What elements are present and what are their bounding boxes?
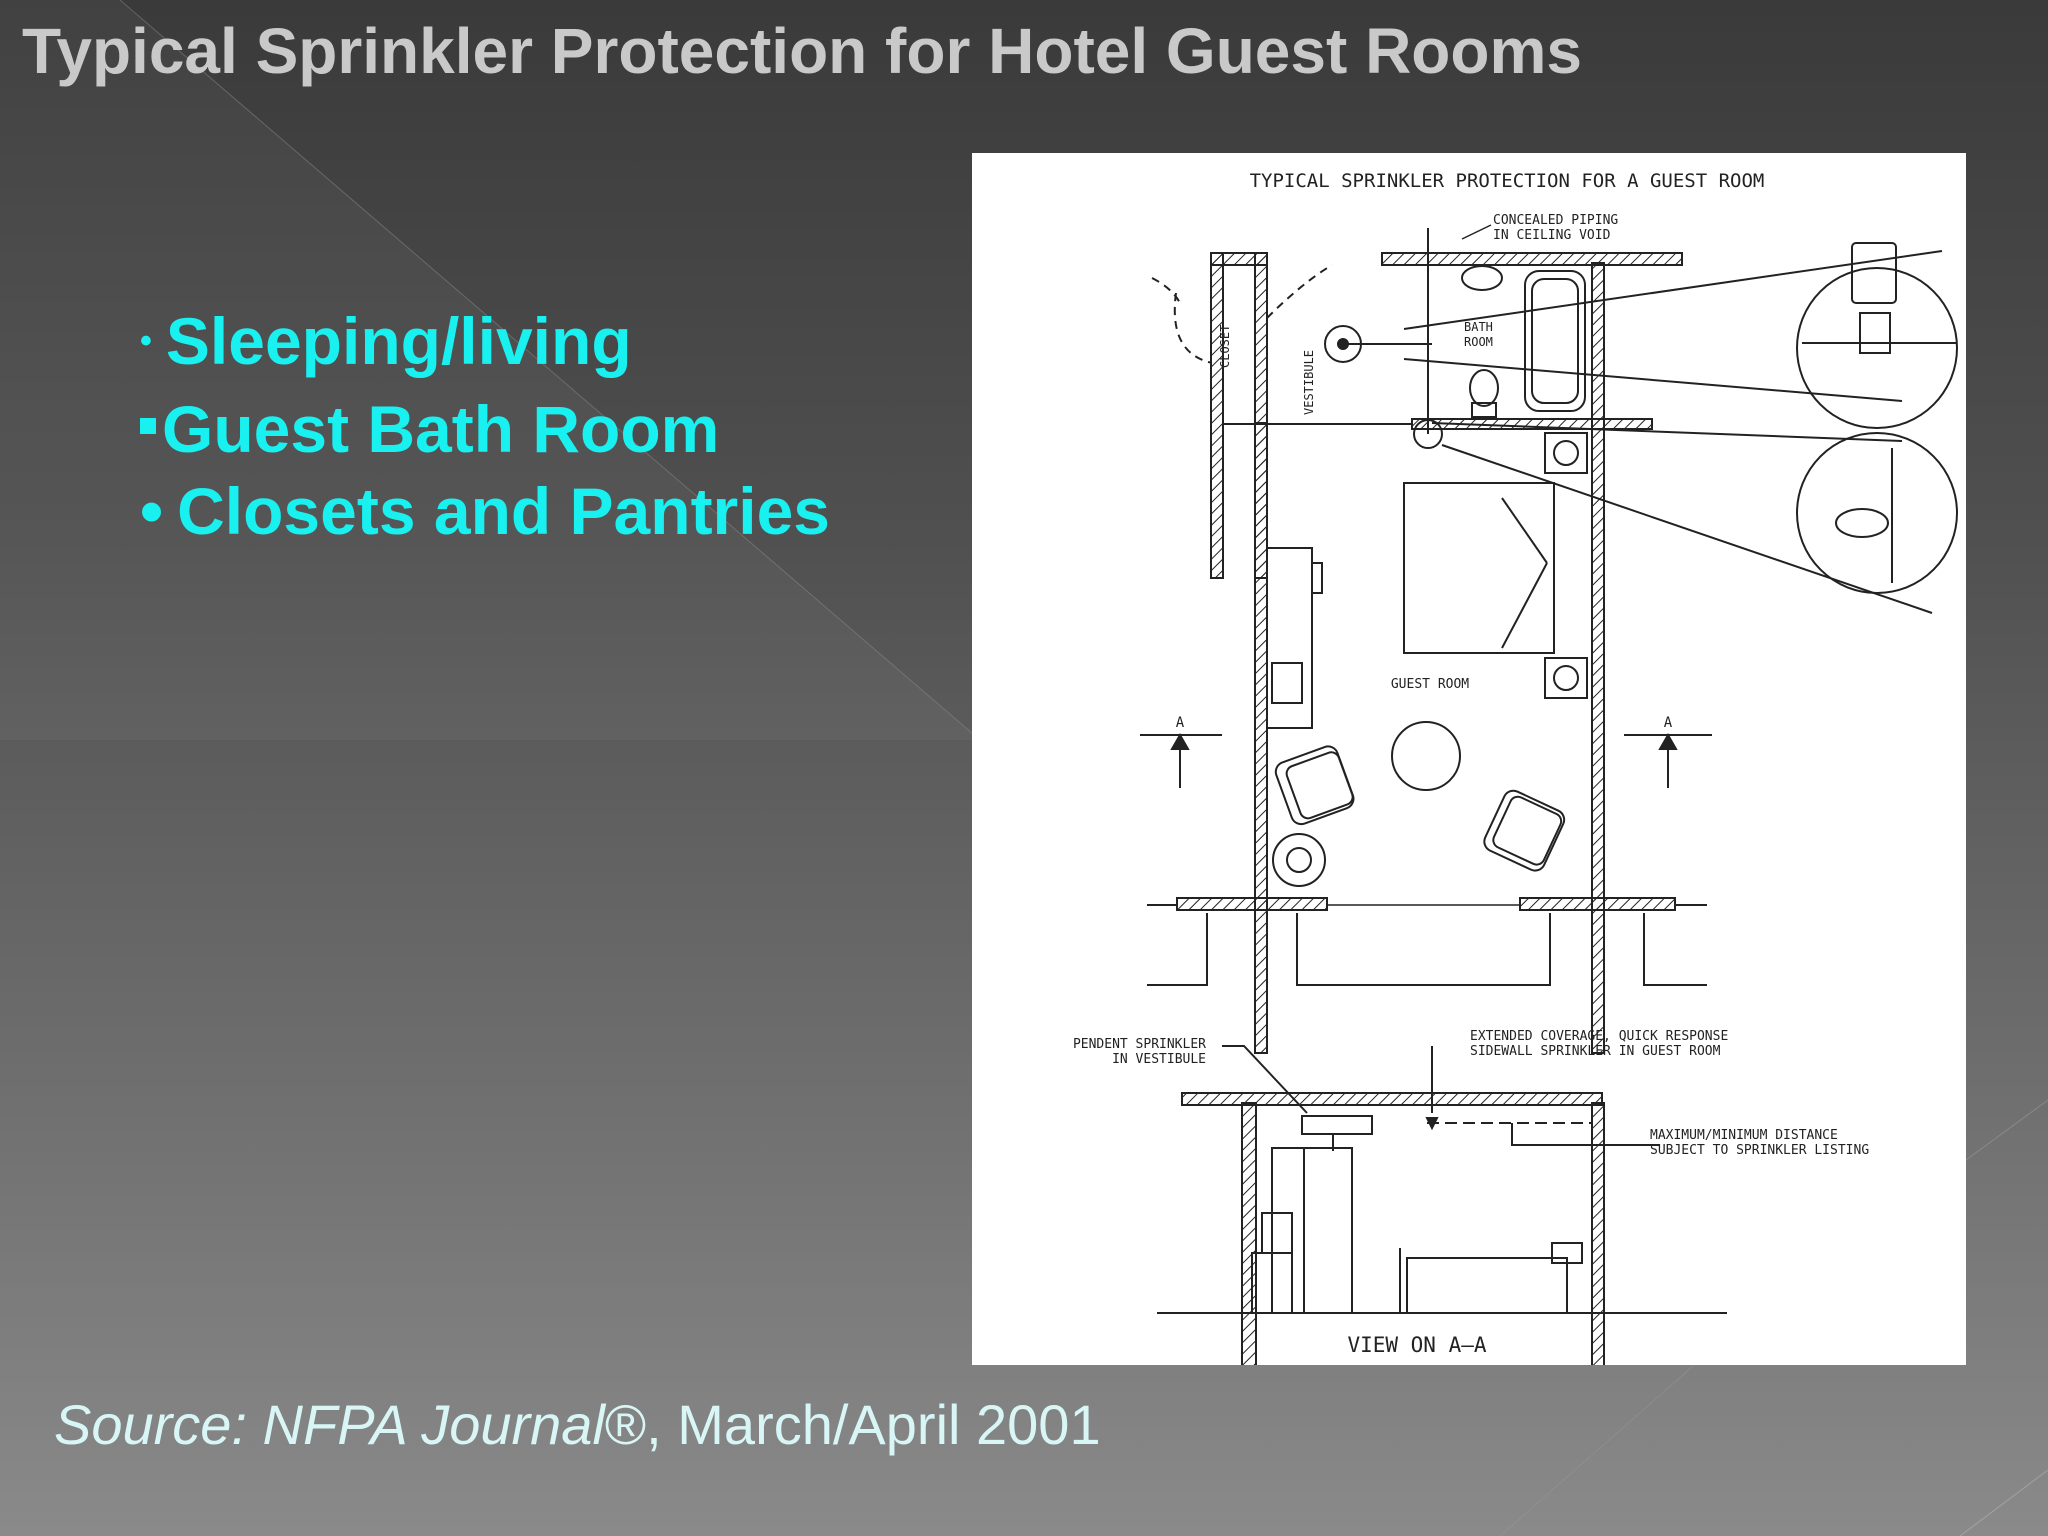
label-extended: EXTENDED COVERAGE, QUICK RESPONSE xyxy=(1470,1029,1729,1044)
label-vestibule: VESTIBULE xyxy=(1302,349,1316,415)
label-guest-room: GUEST ROOM xyxy=(1390,677,1470,692)
label-extended-2: SIDEWALL SPRINKLER IN GUEST ROOM xyxy=(1470,1044,1721,1059)
slide-title: Typical Sprinkler Protection for Hotel Guest Rooms xyxy=(22,15,1582,87)
bullet-item xyxy=(140,388,830,470)
label-closet: CLOSET xyxy=(1218,324,1232,368)
label-concealed-piping-2: IN CEILING VOID xyxy=(1493,228,1611,243)
label-bath: BATH xyxy=(1464,320,1493,334)
floor-plan xyxy=(1140,228,1957,1365)
bullet-item xyxy=(140,300,830,388)
label-pendent: PENDENT SPRINKLER xyxy=(1072,1037,1206,1052)
label-view: VIEW ON A—A xyxy=(1347,1333,1487,1357)
section-mark-left: A xyxy=(1175,715,1185,731)
label-bath-room: ROOM xyxy=(1464,335,1493,349)
bullet-text: Sleeping/living xyxy=(165,304,632,378)
source-citation xyxy=(54,1392,1101,1457)
source-italic: Source: NFPA Journal xyxy=(54,1393,605,1456)
label-maxmin: MAXIMUM/MINIMUM DISTANCE xyxy=(1650,1128,1838,1143)
bullet-text: Closets and Pantries xyxy=(177,473,830,548)
label-concealed-piping: CONCEALED PIPING xyxy=(1493,213,1619,228)
source-rest: ®, March/April 2001 xyxy=(604,1393,1101,1456)
label-maxmin-2: SUBJECT TO SPRINKLER LISTING xyxy=(1650,1143,1870,1158)
bullet-marker-square xyxy=(140,418,156,434)
sprinkler-floor-plan-diagram xyxy=(972,153,1966,1365)
diagram-heading: TYPICAL SPRINKLER PROTECTION FOR A GUEST ROOM xyxy=(1249,170,1765,192)
bullet-marker: • xyxy=(140,473,164,548)
bullet-marker: • xyxy=(140,321,152,360)
bullet-item xyxy=(140,470,830,552)
label-pendent-2: IN VESTIBULE xyxy=(1112,1052,1206,1067)
bullet-text: Guest Bath Room xyxy=(162,391,720,466)
bullet-list xyxy=(140,300,830,552)
section-mark-right: A xyxy=(1663,715,1673,731)
